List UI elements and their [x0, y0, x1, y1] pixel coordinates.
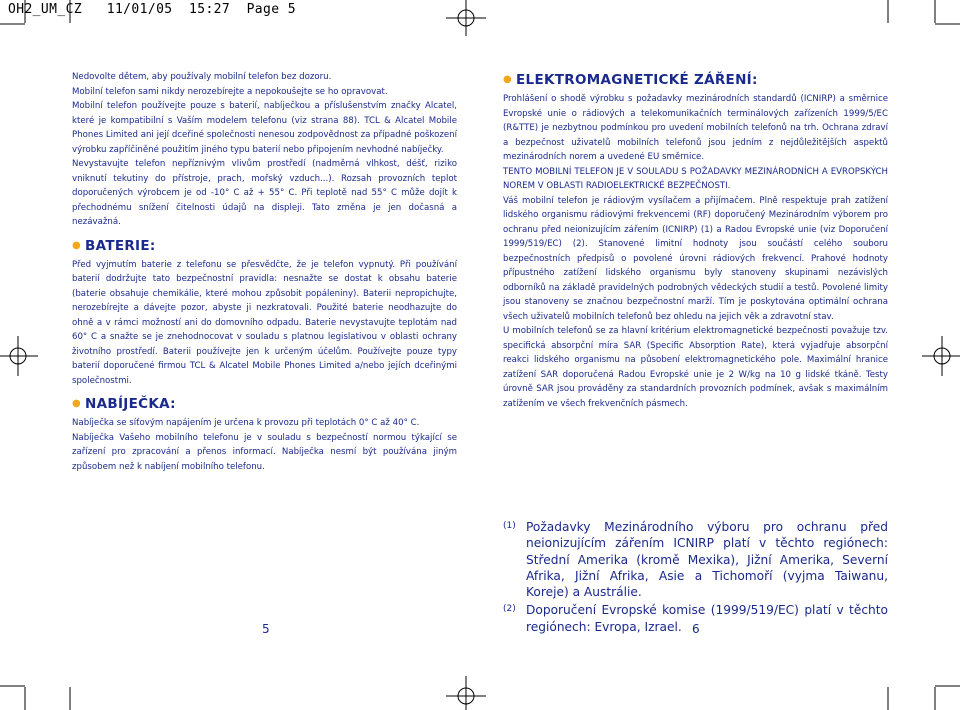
batteries-paragraph: Před vyjmutím baterie z telefonu se přesvědčte, že je telefon vypnutý. Při používání baterií dodržujte tato bezpečnostní pravidla: nesnažte se dostat k obsahu baterie (baterie obsahuje chemikálie, které mohou způsobit popáleniny). Baterii nepropichujte, nerozebírejte a dávejte pozor, abyste ji nezkratovali. Použité baterie neodhazujte do ohně a v rámci možností ani do domovního odpadu. Baterie nevystavujte teplotám nad 60° C a snažte se je znehodnocovat v souladu s platnou legislativou v oblasti ochrany životního prostředí. Baterii používejte jen k určeným účelům. Používejte pouze typy baterií doporučené firmou TCL & Alcatel Mobile Phones Limited a/nebo jejích dceřinými společnostmi. [72, 259, 457, 386]
bullet-icon: ● [72, 239, 82, 251]
right-page-column [503, 72, 888, 411]
batteries-heading [72, 238, 457, 254]
chargers-paragraph: Nabíječka se síťovým napájením je určena k provozu při teplotách 0° C až 40° C. [72, 418, 420, 428]
emf-paragraph: Váš mobilní telefon je rádiovým vysílačem a přijímačem. Plně respektuje prah zatížení lidského organismu rádiovými frekvencemi (RF) doporučený Mezinárodním výborem pro ochranu před neionizujícím zářením (ICNIRP) (1) a Radou Evropské unie (viz Doporučení 1999/519/EC) (2). Stanovené limitní hodnoty jsou součástí celého souboru bezpečnostních předpisů o povolené úrovni rádiových frekvencí. Prahové hodnoty přípustného zatížení lidského organismu byly stanoveny skupinami nezávislých odborníků na základě pravidelných podrobných vědeckých studií a testů. Povolené limity jsou stanoveny se značnou bezpečnostní marží. Tím je poskytována optimální ochrana všech uživatelů mobilních telefonů bez ohledu na jejich věk a zdravotní stav. [503, 195, 888, 322]
emf-paragraph: U mobilních telefonů se za hlavní kritérium elektromagnetické bezpečnosti považuje tzv. specifická absorpční míra SAR (Specific Absorption Rate), která vyjadřuje absorpční reakci lidského organismu na působení elektromagnetického pole. Maximální hranice zatížení SAR doporučená Radou Evropské unie je 2 W/kg na 10 g lidské tkáně. Testy úrovně SAR jsou prováděny za standardních provozních podmínek, avšak s maximálním zatížením ve všech frekvenčních pásmech. [503, 326, 888, 409]
intro-paragraph: Mobilní telefon používejte pouze s baterií, nabíječkou a příslušenstvím značky Alcatel, které je kompatibilní s Vaším modelem telefonu (viz strana 88). TCL & Alcatel Mobile Phones Limited ani její dceřiné společnosti nenesou zodpovědnost za případné poškození výrobku zapříčiněné použitím jiného typu baterií nebo připojením nevhodné nabíječky. [72, 101, 457, 155]
emf-title: ELEKTROMAGNETICKÉ ZÁŘENÍ: [516, 72, 758, 88]
footnote-mark: (1) [503, 521, 516, 531]
page-number-left: 5 [262, 622, 270, 636]
intro-paragraph: Nevystavujte telefon nepříznivým vlivům prostředí (nadměrná vlhkost, déšť, riziko vniknutí tekutiny do přístroje, prach, mořský vzduch...). Rozsah provozních teplot doporučených výrobcem je od -10° C až + 55° C. Při teplotě nad 55° C může dojít k přechodnému snížení čitelnosti údajů na displeji. Tato změna je jen dočasná a nezávažná. [72, 159, 457, 227]
chargers-heading [72, 396, 457, 412]
chargers-paragraph: Nabíječka Vašeho mobilního telefonu je v souladu s bezpečností normou týkající se zařízení pro zpracování a přenos informací. Nabíječka nesmí být používána jiným způsobem než k nabíjení mobilního telefonu. [72, 432, 457, 472]
emf-paragraph-caps: TENTO MOBILNÍ TELEFON JE V SOULADU S POŽADAVKY MEZINÁRODNÍCH A EVROPSKÝCH NOREM V OBLASTI RADIOELEKTRICKÉ BEZPEČNOSTI. [503, 166, 888, 191]
emf-heading [503, 72, 888, 88]
intro-paragraph: Mobilní telefon sami nikdy nerozebírejte a nepokoušejte se ho opravovat. [72, 86, 388, 97]
intro-paragraph: Nedovolte dětem, aby používaly mobilní telefon bez dozoru. [72, 72, 332, 82]
emf-paragraph: Prohlášení o shodě výrobku s požadavky mezinárodních standardů (ICNIRP) a směrnice Evropské unie o rádiových a telekomunikačních terminálových zařízeních 1999/5/EC (R&TTE) je nezbytnou podmínkou pro uvedení mobilních telefonů na trh. Ochrana zdraví a bezpečnost uživatelů mobilních telefonů jsou jedním z nejdůležitějších aspektů mezinárodních norem a uvedené EU směrnice. [503, 94, 888, 162]
page-number-right: 6 [692, 622, 700, 636]
bullet-icon: ● [503, 74, 513, 85]
intro-section [72, 70, 457, 230]
bullet-icon: ● [72, 398, 82, 409]
left-page-column [72, 70, 457, 474]
footnote [503, 519, 888, 600]
footnote-mark: (2) [503, 604, 516, 615]
footnote-text: Požadavky Mezinárodního výboru pro ochranu před neionizujícím zářením ICNIRP platí v těchto regiónech: Střední Amerika (kromě Mexika), Jižní Amerika, Severní Afrika, Jižní Afrika, Asie a Tichomoří (vyjma Taiwanu, Koreje) a Austrálie. [526, 520, 888, 600]
batteries-title: BATERIE: [85, 237, 156, 254]
chargers-title: NABÍJEČKA: [85, 396, 176, 412]
footnotes [503, 519, 888, 637]
footnote-text: Doporučení Evropské komise (1999/519/EC) platí v těchto regiónech: Evropa, Izrael. [526, 603, 888, 634]
print-slug-header: OH2_UM_CZ 11/01/05 15:27 Page 5 [8, 2, 296, 17]
